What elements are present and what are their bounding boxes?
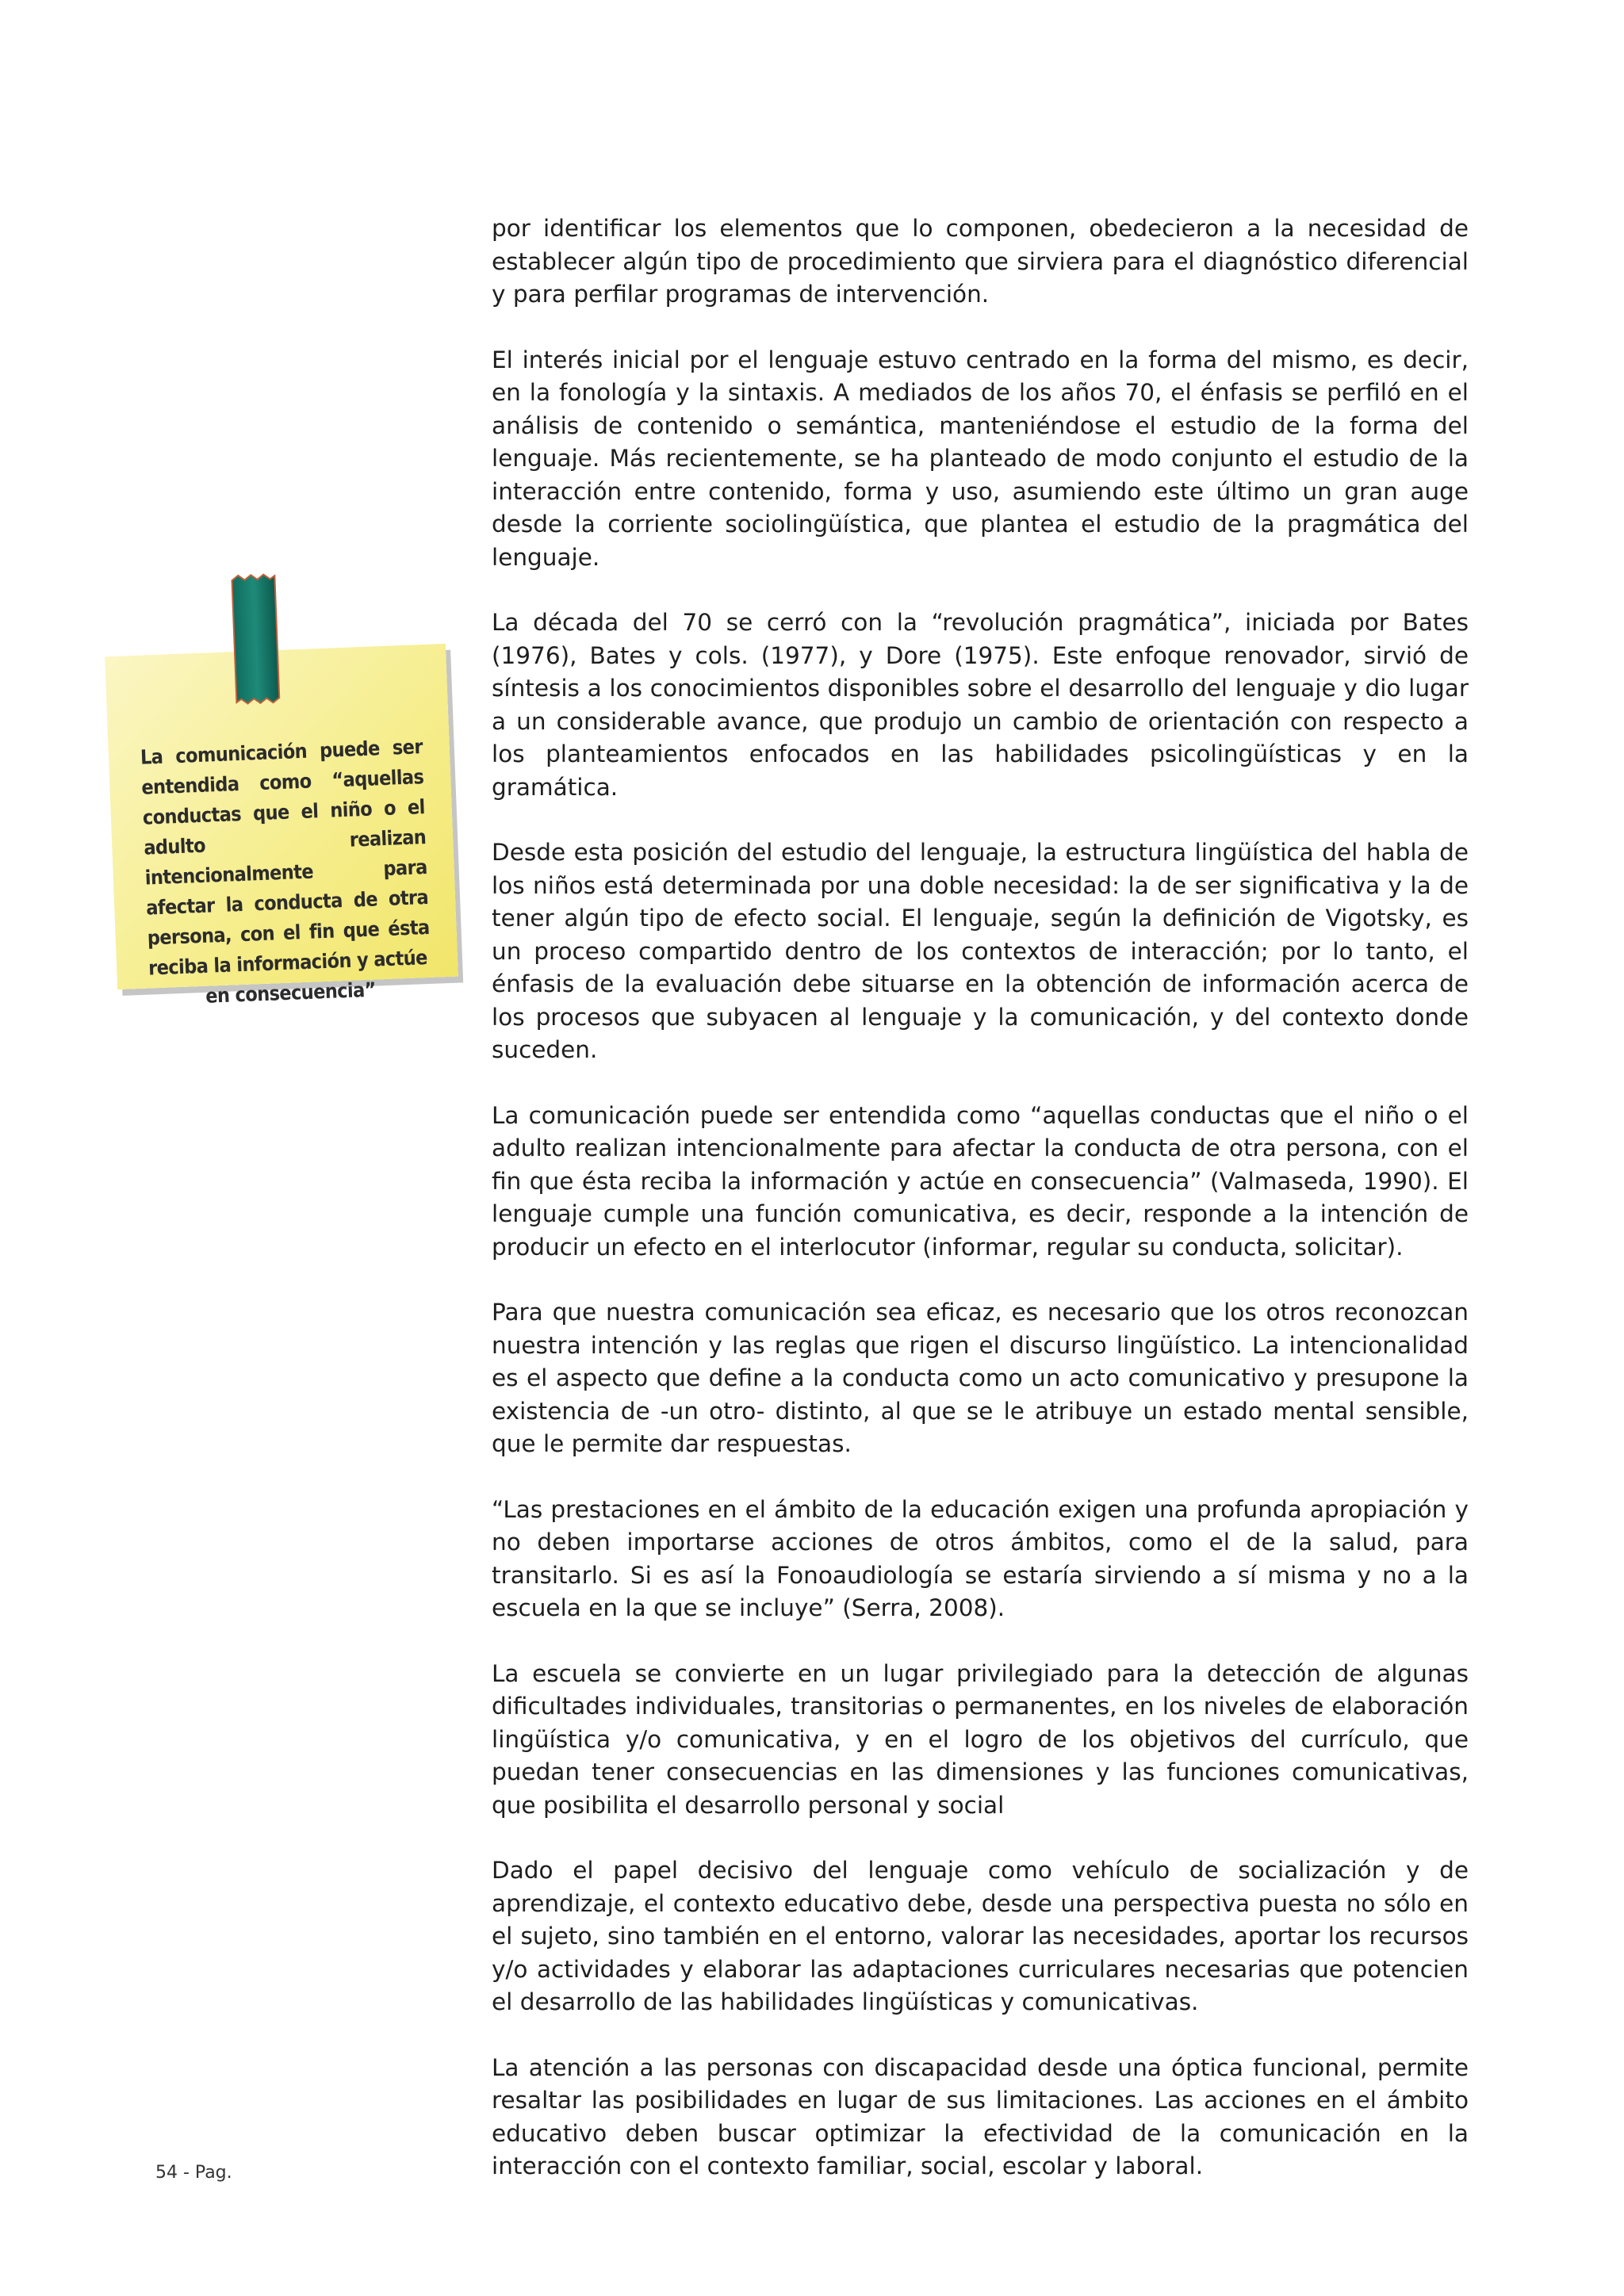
paragraph-1: por identificar los elementos que lo componen, obedecieron a la necesidad de establecer algún tipo de procedimiento que sirviera para el diagnóstico diferencial y para perfilar programas de intervención. bbox=[492, 215, 1469, 308]
paragraph-school: La escuela se convierte en un lugar privilegiado para la detección de algunas dificultades individuales, transitorias o permanentes, en los niveles de elaboración lingüística y/o comunicativa, y en el logro de los objetivos del currículo, que puedan tener consecuencias en las dimensiones y las funciones comunicativas, que posibilita el desarrollo personal y social bbox=[492, 1659, 1469, 1819]
clip-icon bbox=[228, 571, 282, 707]
highlighted-quote-context bbox=[492, 1854, 1469, 2019]
paragraph-4: Desde esta posición del estudio del lenguaje, la estructura lingüística del habla de los niños está determinada por una doble necesidad: la de ser significativa y la de tener algún tipo de efecto social. El lenguaje, según la definición de Vigotsky, es un proceso compartido dentro de los contextos de interacción; por lo tanto, el énfasis de la evaluación debe situarse en la obtención de información acerca de los procesos que subyacen al lenguaje y la comunicación, y del contexto donde suceden. bbox=[492, 839, 1469, 1063]
main-text-column bbox=[492, 212, 1469, 2183]
page-number: 54 - Pag. bbox=[155, 2163, 232, 2183]
sticky-note-last-line: en consecuencia” bbox=[205, 978, 377, 1008]
sticky-note-body: La comunicación puede ser entendida como “aquellas conductas que el niño o el adulto realizan intencionalmente para afectar la conducta de otra persona, con el fin que ésta reciba la información y actúe bbox=[140, 735, 431, 980]
quote-context-text: Dado el papel decisivo del lenguaje como vehículo de socialización y de aprendizaje, el contexto educativo debe, desde una perspectiva puesta no sólo en el sujeto, sino también en el entorno, valorar las necesidades, aportar los recursos y/o actividades y elaborar las adaptaciones curriculares necesarias que potencien el desarrollo de las habilidades lingüísticas y comunicativas. bbox=[492, 1857, 1469, 2015]
paragraph-5: La comunicación puede ser entendida como “aquellas conductas que el niño o el adulto realizan intencionalmente para afectar la conducta de otra persona, con el fin que ésta reciba la información y actúe en consecuencia” (Valmaseda, 1990). El lenguaje cumple una función comunicativa, es decir, responde a la intención de producir un efecto en el interlocutor (informar, regular su conducta, solicitar). bbox=[492, 1101, 1469, 1261]
quote-serra-text: “Las prestaciones en el ámbito de la educación exigen una profunda apropiación y no deben importarse acciones de otros ámbitos, como el de la salud, para transitarlo. Si es así la Fonoaudiología se estaría sirviendo a sí misma y no a la escuela en la que se incluye” (Serra, 2008). bbox=[492, 1495, 1469, 1621]
paragraph-2: El interés inicial por el lenguaje estuvo centrado en la forma del mismo, es decir, en la fonología y la sintaxis. A mediados de los años 70, el énfasis se perfiló en el análisis de contenido o semántica, manteniéndose el estudio de la forma del lenguaje. Más recientemente, se ha planteado de modo conjunto el estudio de la interacción entre contenido, forma y uso, asumiendo este último un gran auge desde la corriente sociolingüística, que plantea el estudio de la pragmática del lenguaje. bbox=[492, 346, 1469, 571]
highlighted-quote-serra bbox=[492, 1494, 1469, 1625]
paragraph-final: La atención a las personas con discapacidad desde una óptica funcional, permite resaltar las posibilidades en lugar de sus limitaciones. Las acciones en el ámbito educativo deben buscar optimizar la efectividad de la comunicación en la interacción con el contexto familiar, social, escolar y laboral. bbox=[492, 2053, 1469, 2179]
paragraph-3: La década del 70 se cerró con la “revolución pragmática”, iniciada por Bates (1976), Bates y cols. (1977), y Dore (1975). Este enfoque renovador, sirvió de síntesis a los conocimientos disponibles sobre el desarrollo del lenguaje y dio lugar a un considerable avance, que produjo un cambio de orientación con respecto a los planteamientos enfocados en las habilidades psicolingüísticas y en la gramática. bbox=[492, 609, 1469, 801]
sticky-note-text bbox=[140, 732, 432, 1013]
paragraph-6: Para que nuestra comunicación sea eficaz, es necesario que los otros reconozcan nuestra intención y las reglas que rigen el discurso lingüístico. La intencionalidad es el aspecto que define a la conducta como un acto comunicativo y presupone la existencia de -un otro- distinto, al que se le atribuye un estado mental sensible, que le permite dar respuestas. bbox=[492, 1299, 1469, 1457]
sticky-note bbox=[105, 644, 458, 1008]
